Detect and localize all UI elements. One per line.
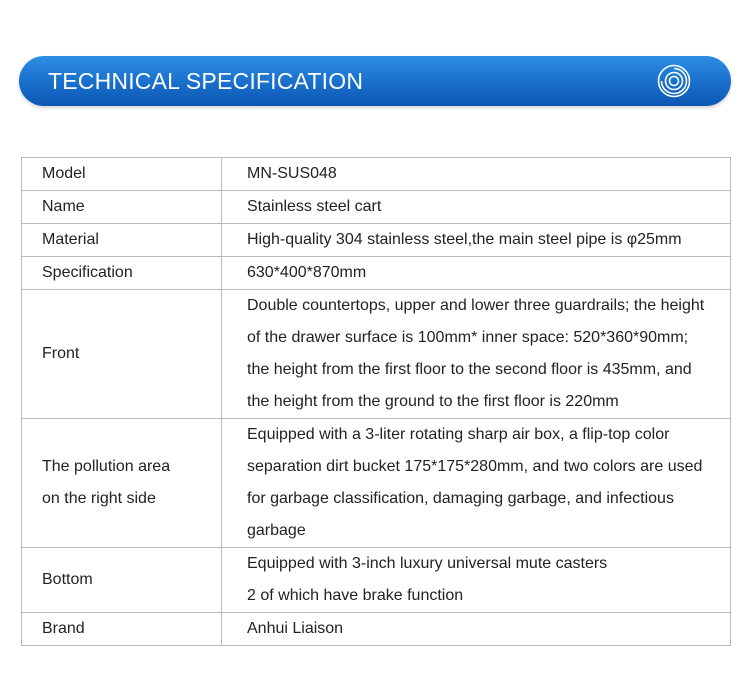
spec-value-line: garbage [247,522,306,539]
spec-row [22,224,731,257]
spec-key-line: Front [42,345,80,362]
spec-value-line: Double countertops, upper and lower three guardrails; the height [247,297,705,314]
spec-value-line: Equipped with 3-inch luxury universal mute casters [247,555,608,572]
spec-table [21,157,731,646]
spec-table-body [22,158,731,646]
spec-row [22,191,731,224]
spec-value-line: of the drawer surface is 100mm* inner space: 520*360*90mm; [247,329,689,346]
target-rings-icon [657,64,691,98]
spec-key [22,191,222,224]
spec-key-line: Specification [42,264,133,281]
banner-title: TECHNICAL SPECIFICATION [48,68,364,94]
spec-key-line: Name [42,198,85,215]
spec-key [22,224,222,257]
spec-banner [19,56,731,106]
spec-value [222,191,731,224]
spec-value [222,257,731,290]
spec-value-line: Stainless steel cart [247,198,382,215]
spec-key-line: Material [42,231,99,248]
spec-key [22,548,222,613]
spec-value-line: MN-SUS048 [247,165,337,182]
spec-key [22,419,222,548]
spec-value [222,419,731,548]
spec-value [222,224,731,257]
spec-value-line: 2 of which have brake function [247,587,464,604]
spec-row [22,257,731,290]
spec-value [222,290,731,419]
spec-key-line: Bottom [42,571,93,588]
spec-key [22,257,222,290]
spec-value-line: Equipped with a 3-liter rotating sharp air box, a flip-top color [247,426,670,443]
spec-row [22,158,731,191]
spec-value-line: High-quality 304 stainless steel,the main steel pipe is φ25mm [247,231,682,248]
spec-value [222,158,731,191]
spec-key [22,158,222,191]
spec-key-line: Model [42,165,86,182]
spec-row [22,548,731,613]
spec-row [22,419,731,548]
spec-value [222,548,731,613]
spec-value [222,613,731,646]
spec-value-line: Anhui Liaison [247,620,344,637]
spec-value-line: the height from the ground to the first floor is 220mm [247,393,619,410]
spec-key [22,613,222,646]
spec-row [22,613,731,646]
spec-value-line: separation dirt bucket 175*175*280mm, and two colors are used [247,458,703,475]
spec-value-line: 630*400*870mm [247,264,367,281]
spec-value-line: for garbage classification, damaging garbage, and infectious [247,490,674,507]
spec-row [22,290,731,419]
spec-key-line: The pollution area [42,458,171,475]
spec-value-line: the height from the first floor to the second floor is 435mm, and [247,361,692,378]
spec-key [22,290,222,419]
spec-key-line: Brand [42,620,85,637]
spec-key-line: on the right side [42,490,156,507]
